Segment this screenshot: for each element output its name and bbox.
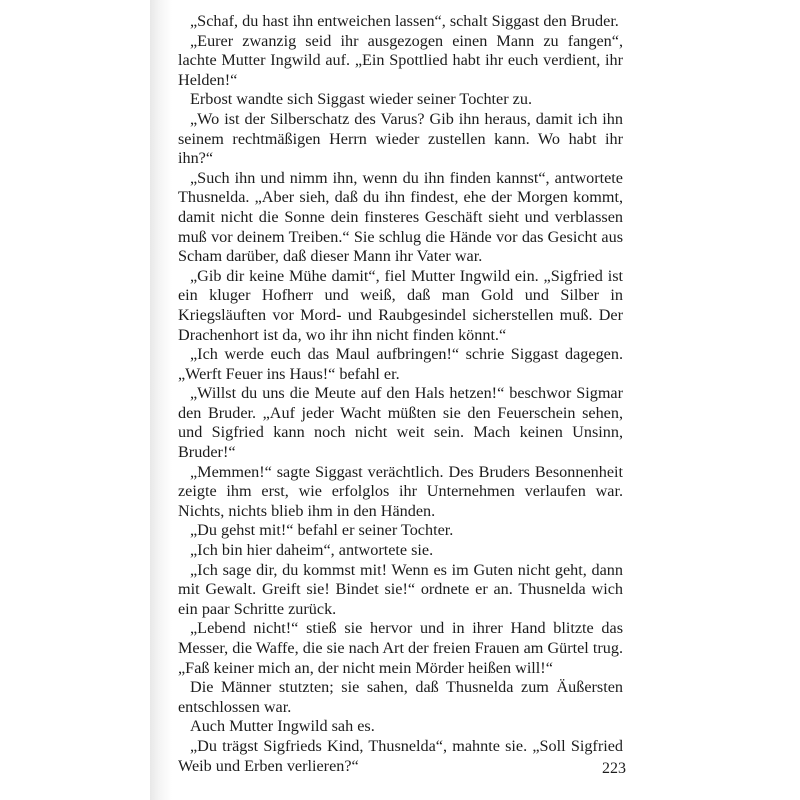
paragraph: „Ich sage dir, du kommst mit! Wenn es im Guten nicht geht, dann mit Gewalt. Greift sie! Bindet sie!“ ordnete er an. Thusnelda wich ein paar Schritte zurück. bbox=[178, 560, 623, 618]
paragraph: „Willst du uns die Meute auf den Hals hetzen!“ beschwor Sigmar den Bruder. „Auf jeder Wacht müßten sie den Feuerschein sehen, und Sigfried kann noch nicht weit sein. Mach keinen Unsinn, Bruder!“ bbox=[178, 384, 623, 462]
paragraph: „Ich werde euch das Maul aufbringen!“ schrie Siggast dagegen. „Werft Feuer ins Haus!“ befahl er. bbox=[178, 345, 623, 383]
book-gutter-shadow bbox=[150, 0, 172, 800]
paragraph: „Ich bin hier daheim“, antwortete sie. bbox=[190, 541, 434, 560]
paragraph: „Lebend nicht!“ stieß sie hervor und in ihrer Hand blitzte das Messer, die Waffe, die sie nach Art der freien Frauen am Gürtel trug. „Faß keiner mich an, der nicht mein Mörder heißen will!“ bbox=[178, 619, 623, 677]
paragraph: „Gib dir keine Mühe damit“, fiel Mutter Ingwild ein. „Sigfried ist ein kluger Hofherr und weiß, daß man Gold und Silber in Kriegsläuften vor Mord- und Raubgesindel sicherstellen muß. Der Drachenhort ist da, wo ihr ihn nicht finden könnt.“ bbox=[178, 266, 623, 344]
paragraph: „Wo ist der Silberschatz des Varus? Gib ihn heraus, damit ich ihn seinem rechtmäßigen Herrn wieder zustellen kann. Wo habt ihr ihn?“ bbox=[178, 109, 623, 168]
page-number: 223 bbox=[602, 760, 626, 777]
paragraph: Auch Mutter Ingwild sah es. bbox=[190, 717, 375, 736]
paragraph: Die Männer stutzten; sie sahen, daß Thusnelda zum Äußersten entschlossen war. bbox=[178, 678, 623, 716]
paragraph: „Schaf, du hast ihn entweichen lassen“, schalt Siggast den Bruder. bbox=[190, 12, 619, 30]
paragraph: „Du gehst mit!“ befahl er seiner Tochter. bbox=[190, 521, 454, 540]
paragraph: „Du trägst Sigfrieds Kind, Thusnelda“, mahnte sie. „Soll Sigfried Weib und Erben verlieren?“ bbox=[178, 736, 623, 775]
paragraph: Erbost wandte sich Siggast wieder seiner Tochter zu. bbox=[190, 90, 533, 109]
paragraph: „Eurer zwanzig seid ihr ausgezogen einen Mann zu fangen“, lachte Mutter Ingwild auf. „Ein Spottlied habt ihr euch verdient, ihr Helden!“ bbox=[178, 31, 623, 89]
paragraph: „Such ihn und nimm ihn, wenn du ihn finden kannst“, antwortete Thusnelda. „Aber sieh, daß du ihn findest, ehe der Morgen kommt, damit nicht die Sonne dein finsteres Geschäft sieht und verblassen muß vor deinem Treiben.“ Sie schlug die Hände vor das Gesicht aus Scham darüber, daß dieser Mann ihr Vater war. bbox=[178, 168, 623, 266]
body-text bbox=[178, 12, 623, 776]
paragraph: „Memmen!“ sagte Siggast verächtlich. Des Bruders Besonnenheit zeigte ihm erst, wie erfolglos ihr Unternehmen verlaufen war. Nichts, nichts blieb ihm in den Händen. bbox=[178, 462, 623, 520]
